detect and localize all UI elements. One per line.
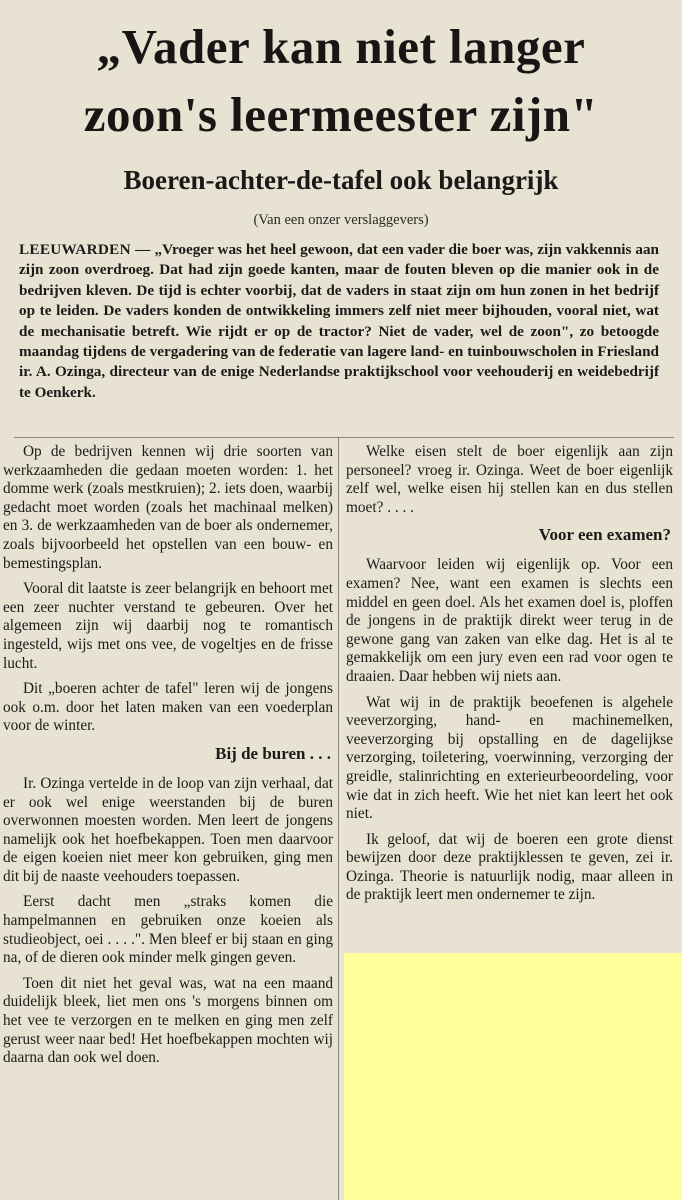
left-paragraph-1: Op de bedrijven kennen wij drie soorten van werkzaamheden die gedaan moeten worden: 1. het domme werk (zoals mestkruien); 2. iets doen, waarbij gedacht moet worden (zoals het machinaal melken) en 3. de werkzaamheden van de boer als ondernemer, zoals bijvoorbeeld het opstellen van een bouw- en bemestingsplan. bbox=[3, 443, 333, 572]
section-heading-bij-de-buren: Bij de buren . . . bbox=[215, 743, 331, 763]
right-paragraph-1: Welke eisen stelt de boer eigenlijk aan zijn personeel? vroeg ir. Ozinga. Weet de boer eigenlijk zelf wel, welke eisen hij stellen kan en dus stellen moet? . . . . bbox=[346, 443, 673, 516]
empty-filler-area bbox=[344, 953, 682, 1200]
dateline: LEEUWARDEN — bbox=[19, 241, 151, 258]
right-column bbox=[346, 443, 673, 912]
lead-divider bbox=[14, 437, 674, 438]
right-paragraph-3: Wat wij in de praktijk beoefenen is algehele veeverzorging, hand- en machinemelken, veeverzorging bij opstalling en de dagelijkse verzorging, toiletering, voerwinning, verzorging der greidle, stalinrichting en exterieurbeoordeling, voor wie dat in zich heeft. Wie het niet kan leert het ook niet. bbox=[346, 693, 673, 823]
subheadline: Boeren-achter-de-tafel ook belangrijk bbox=[123, 165, 559, 195]
byline: (Van een onzer verslaggevers) bbox=[253, 212, 429, 228]
left-paragraph-6: Toen dit niet het geval was, wat na een maand duidelijk bleek, liet men ons 's morgens binnen om het vee te verzorgen en te melken en ging men zelf gerust weer naar bed! Het hoefbekappen mochten wij daarna dan ook wel doen. bbox=[3, 974, 333, 1067]
left-paragraph-3: Dit „boeren achter de tafel" leren wij de jongens ook o.m. door het laten maken van een voederplan voor de winter. bbox=[3, 680, 333, 735]
headline-line-1: „Vader kan niet langer bbox=[96, 19, 586, 74]
left-paragraph-4: Ir. Ozinga vertelde in de loop van zijn verhaal, dat er ook wel enige weerstanden bij de buren overwonnen moesten worden. Men leert de jongens namelijk ook het hoefbekappen. Toen men daarvoor de eigen koeien niet meer kon gebruiken, ging men dit bij de naaste veehouders toepassen. bbox=[3, 774, 333, 885]
right-paragraph-4: Ik geloof, dat wij de boeren een grote dienst bewijzen door deze praktijklessen te geven, zei ir. Ozinga. Theorie is natuurlijk nodig, maar alleen in de praktijk leert men ondernemer te zijn. bbox=[346, 830, 673, 904]
left-column bbox=[3, 443, 333, 1075]
lead-paragraph bbox=[19, 240, 659, 403]
lead-text: „Vroeger was het heel gewoon, dat een vader die boer was, zijn vakkennis aan zijn zoon overdroeg. Dat had zijn goede kanten, maar de fouten bleven op die manier ook in de bedrijven kleven. De tijd is echter voorbij, dat de vaders in staat zijn om hun zonen in het bedrijf op te leiden. De vaders konden de ontwikkeling immers zelf niet meer bijhouden, vooral niet, wat de mechanisatie betreft. Wie rijdt er op de tractor? Niet de vader, wel de zoon", zo betoogde maandag tijdens de vergadering van de federatie van lagere land- en tuinbouwscholen in Friesland ir. A. Ozinga, directeur van de enige Nederlandse praktijkschool voor veehouderij en weidebedrijf te Oenkerk. bbox=[19, 241, 660, 401]
section-heading-voor-een-examen: Voor een examen? bbox=[538, 525, 671, 545]
column-divider bbox=[338, 437, 339, 1200]
right-paragraph-2: Waarvoor leiden wij eigenlijk op. Voor een examen? Nee, want een examen is slechts een middel en geen doel. Als het examen doel is, ploffen de jongens in de praktijk direkt weer terug in de gewone gang van zaken van elke dag. Het is al te gemakkelijk om een jury even een rad voor ogen te draaien. Daar hebben wij niets aan. bbox=[346, 556, 673, 685]
left-paragraph-2: Vooral dit laatste is zeer belangrijk en behoort met een zeer nuchter verstand te gebeuren. Over het algemeen zijn wij daarbij nog te romantisch ingesteld, wijs met ons vee, de vogeltjes en de frisse lucht. bbox=[3, 580, 333, 672]
left-paragraph-5: Eerst dacht men „straks komen die hampelmannen en gebruiken onze koeien als studieobject, oei . . . .". Men bleef er bij staan en ging na, of de dieren ook minder melk gingen geven. bbox=[3, 893, 333, 967]
headline-line-2: zoon's leermeester zijn" bbox=[83, 87, 599, 142]
